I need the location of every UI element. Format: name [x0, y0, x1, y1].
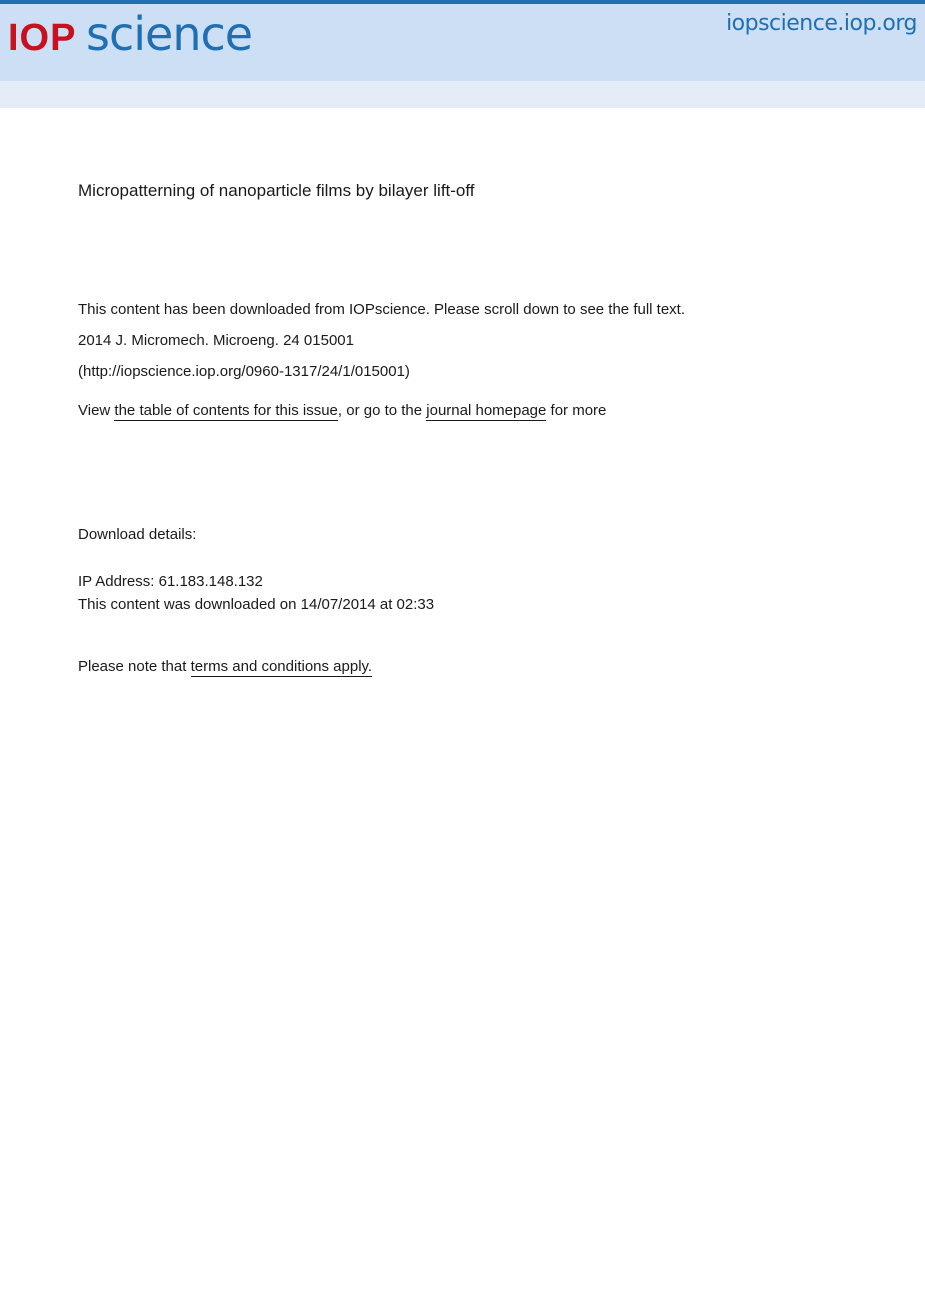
terms-line — [78, 658, 372, 676]
view-middle: , or go to the — [337, 402, 427, 419]
logo-iop-text: IOP — [8, 17, 77, 59]
view-suffix: for more — [546, 402, 607, 419]
download-details-heading: Download details: — [78, 526, 197, 543]
terms-prefix: Please note that — [78, 658, 191, 675]
download-notice: This content has been downloaded from IOPscience. Please scroll down to see the full text. — [78, 301, 686, 318]
table-of-contents-link[interactable]: the table of contents for this issue — [114, 402, 338, 419]
journal-homepage-link[interactable]: journal homepage — [426, 402, 547, 419]
site-url-link[interactable]: iopscience.iop.org — [726, 11, 917, 36]
download-timestamp: This content was downloaded on 14/07/2014 at 02:33 — [78, 596, 435, 613]
article-title: Micropatterning of nanoparticle films by bilayer lift-off — [78, 181, 475, 200]
citation: 2014 J. Micromech. Microeng. 24 015001 — [78, 332, 354, 349]
site-header — [0, 4, 925, 81]
ip-address: IP Address: 61.183.148.132 — [78, 573, 263, 590]
terms-and-conditions-link[interactable]: terms and conditions apply. — [190, 658, 373, 675]
view-prefix: View — [78, 402, 115, 419]
view-links-line — [78, 402, 606, 420]
article-url: (http://iopscience.iop.org/0960-1317/24/1/015001) — [78, 363, 410, 380]
logo-science-text: science — [86, 7, 253, 61]
header-subbar — [0, 81, 925, 108]
